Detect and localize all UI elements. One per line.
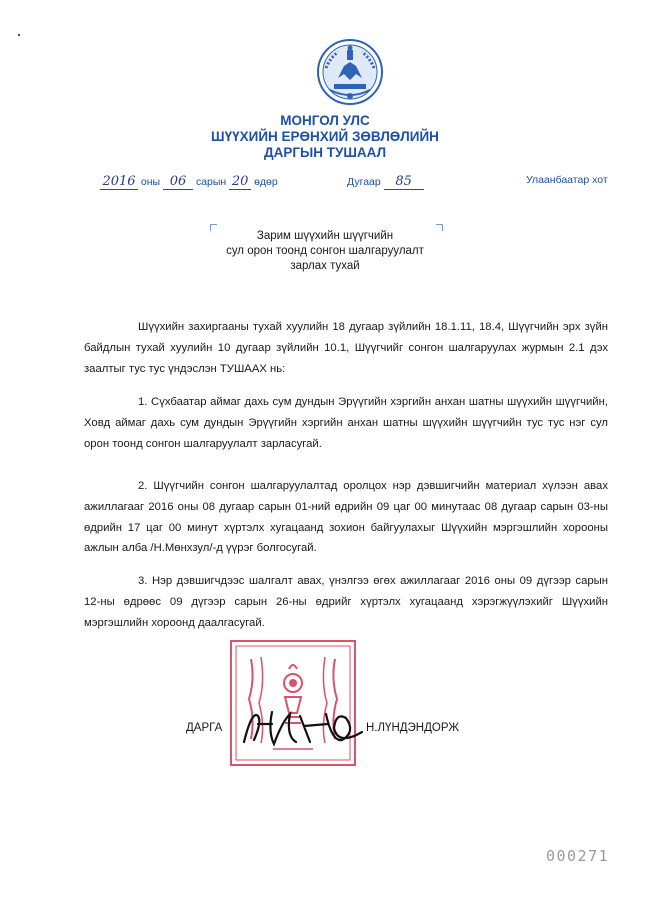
signatory-title: ДАРГА — [186, 722, 223, 734]
body-preamble: Шүүхийн захиргааны тухай хуулийн 18 дугаар зүйлийн 18.1.11, 18.4, Шүүгчийн эрх зүйн байдлын тухай хуулийн 10 дугаар зүйлийн 10.1, Шүүгчийг сонгон шалгаруулах журмын 2.1 дэх заалтыг тус тус үндэслэн ТУШААХ нь: — [84, 321, 608, 375]
subject-line: зарлах тухай — [290, 260, 360, 272]
order-subject — [200, 229, 450, 274]
date-day: 20 — [229, 174, 251, 190]
order-number-label: Дугаар — [347, 176, 381, 188]
state-emblem-icon — [316, 38, 384, 106]
heading-country: МОНГОЛ УЛС — [280, 113, 370, 128]
order-number — [347, 174, 424, 192]
heading-council: ШҮҮХИЙН ЕРӨНХИЙ ЗӨВЛӨЛИЙН — [211, 129, 439, 144]
body-item-1: 1. Сүхбаатар аймаг дахь сум дундын Эрүүгийн хэргийн анхан шатны шүүхийн шүүгчийн, Ховд аймаг дахь сум дундын Эрүүгийн хэргийн анхан шатны шүүхийн шүүгчийн тус тус нэг сул орон тоонд сонгон шалгаруулалт зарласугай. — [84, 396, 608, 450]
date-year: 2016 — [100, 174, 138, 190]
subject-line: сул орон тоонд сонгон шалгаруулалт — [226, 245, 424, 257]
order-date — [100, 174, 278, 192]
order-city: Улаанбаатар хот — [526, 174, 608, 186]
date-month-label: сарын — [195, 176, 227, 188]
body-item-2: 2. Шүүгчийн сонгон шалгаруулалтад оролцох нэр дэвшигчийн материал хүлээн авах ажиллагааг 2016 оны 08 дугаар сарын 01-ний өдрийн 09 цаг 00 минутаас 08 дугаар сарын 03-ны өдрийн 17 цаг 00 минут хүртэлх хугацаанд зохион байгуулахыг Шүүхийн мэргэшлийн хорооны ажлын алба /Н.Мөнхзул/-д үүрэг болгосугай. — [84, 480, 608, 555]
date-day-label: өдөр — [254, 176, 278, 188]
date-year-label: оны — [140, 176, 161, 188]
serial-number: 000271 — [546, 847, 610, 865]
scan-speck — [18, 34, 20, 36]
body-item-3: 3. Нэр дэвшигчдээс шалгалт авах, үнэлгээ өгөх ажиллагааг 2016 оны 09 дүгээр сарын 12-ны өдрөөс 09 дүгээр сарын 26-ны өдрийг хүртэлх хугацаанд хэрэгжүүлэхийг Шүүхийн мэргэшлийн хороонд даалгасугай. — [84, 575, 608, 629]
subject-line: Зарим шүүхийн шүүгчийн — [256, 230, 394, 242]
heading-order: ДАРГЫН ТУШААЛ — [263, 145, 387, 160]
order-number-value: 85 — [384, 174, 424, 190]
handwritten-signature-icon — [238, 702, 368, 752]
signatory-name: Н.ЛҮНДЭНДОРЖ — [366, 722, 459, 734]
date-month: 06 — [163, 174, 193, 190]
